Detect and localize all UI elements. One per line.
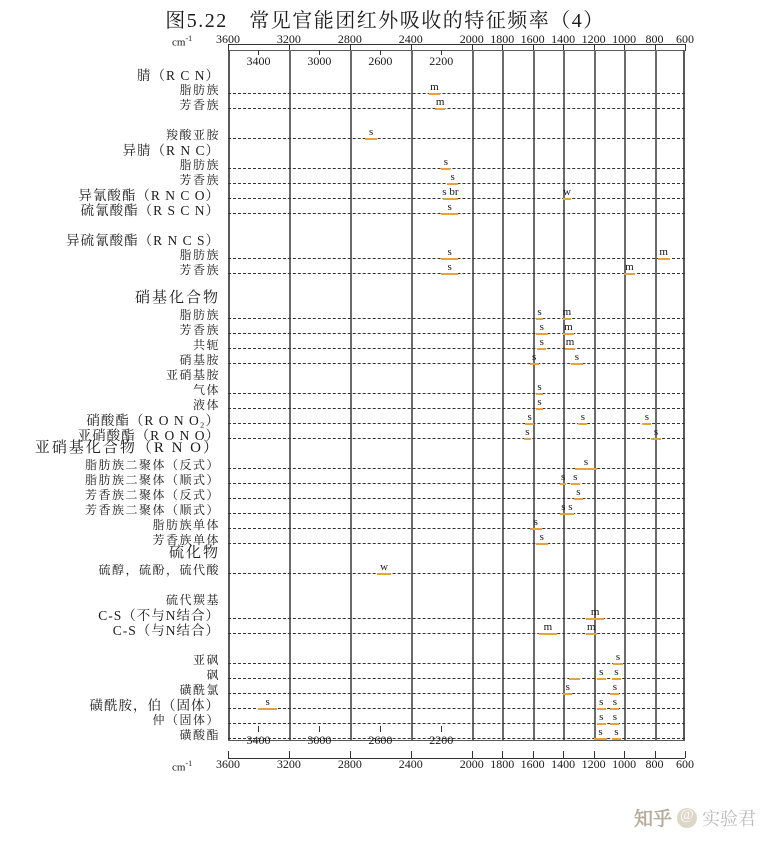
axis-tick-label-bottom-minor: 2200 [429, 733, 454, 747]
band-intensity-label: s [653, 426, 659, 438]
row-label: 气体 [192, 383, 220, 397]
row-label: 仲（固体） [152, 713, 220, 727]
axis-tick-label-top: 1200 [581, 32, 606, 46]
horizontal-gridline [228, 318, 685, 319]
row-label: 亚砜 [192, 653, 220, 667]
absorption-band-bar [565, 348, 576, 350]
band-intensity-label: s [574, 351, 579, 363]
horizontal-gridline [228, 408, 685, 409]
band-intensity-label: s [537, 381, 542, 393]
band-intensity-label: m [590, 606, 600, 618]
band-intensity-label: s [565, 681, 570, 693]
absorption-band-bar [536, 333, 548, 335]
axis-tick-label-top: 1000 [612, 32, 637, 46]
horizontal-gridline [228, 483, 685, 484]
axis-tick-label-top: 1600 [520, 32, 545, 46]
row-label: 芳香族二聚体（顺式） [84, 503, 220, 517]
absorption-band-bar [530, 363, 539, 365]
row-label: 液体 [192, 398, 220, 412]
band-intensity-label: s [533, 516, 538, 528]
band-intensity-label: s [576, 486, 581, 498]
absorption-band-bar [563, 198, 571, 200]
band-intensity-label: s [369, 126, 374, 138]
axis-tick-label-top-minor: 3400 [246, 54, 271, 68]
absorption-band-bar [610, 708, 619, 710]
absorption-band-bar [597, 723, 606, 725]
absorption-band-bar [441, 258, 458, 260]
absorption-band-bar [624, 273, 635, 275]
row-label: 硝酸酯（R O N O₂） [86, 413, 220, 428]
band-intensity-label: m [543, 621, 553, 633]
row-label: 硝基胺 [179, 353, 220, 367]
axis-tick-label-bottom: 2400 [398, 757, 423, 771]
absorption-band-bar [578, 423, 587, 425]
row-label: 亚硝基胺 [165, 368, 220, 382]
row-label: 脂肪族 [179, 248, 220, 262]
vertical-gridline [411, 50, 413, 740]
plot-area [228, 50, 685, 740]
row-label: 芳香族 [179, 323, 220, 337]
row-label: 脂肪族单体 [152, 518, 220, 532]
horizontal-gridline [228, 93, 685, 94]
band-intensity-label: s s [561, 501, 573, 513]
absorption-band-bar [571, 483, 580, 485]
horizontal-gridline [228, 528, 685, 529]
axis-tick-label-bottom: 800 [645, 757, 664, 771]
absorption-band-bar [560, 483, 566, 485]
absorption-band-bar [447, 183, 458, 185]
band-intensity-label: m [435, 96, 445, 108]
row-label: 芳香族 [179, 263, 220, 277]
axis-unit-exponent: -1 [185, 759, 193, 768]
band-intensity-label: s [539, 321, 544, 333]
axis-unit-exponent: -1 [185, 34, 193, 43]
absorption-band-bar [524, 438, 532, 440]
absorption-band-bar [443, 198, 458, 200]
axis-tick-top-minor [258, 50, 259, 55]
band-intensity-label: s [447, 246, 452, 258]
absorption-band-bar [642, 423, 651, 425]
axis-tick-label-bottom: 3600 [216, 757, 240, 771]
absorption-band-bar [658, 258, 670, 260]
band-intensity-label: s [527, 411, 532, 423]
band-intensity-label: w [562, 186, 571, 198]
axis-tick-label-top-minor: 2200 [429, 54, 454, 68]
row-label: 硫代羰基 [165, 593, 220, 607]
absorption-band-bar [258, 708, 276, 710]
horizontal-gridline [228, 348, 685, 349]
vertical-gridline [563, 50, 565, 740]
band-intensity-label: m [565, 336, 575, 348]
axis-tick-label-bottom: 1400 [551, 757, 576, 771]
axis-tick-label-bottom: 1800 [490, 757, 515, 771]
absorption-band-bar [563, 693, 572, 695]
band-intensity-label: s [583, 456, 589, 468]
vertical-gridline [624, 50, 626, 740]
horizontal-gridline [228, 393, 685, 394]
axis-tick-label-bottom: 3200 [276, 757, 301, 771]
horizontal-gridline [228, 168, 685, 169]
axis-tick-label-top: 3200 [276, 32, 301, 46]
zhihu-logo: 知乎 [633, 809, 672, 830]
absorption-band-bar [574, 498, 583, 500]
absorption-band-bar [539, 633, 557, 635]
band-intensity-label: m [562, 306, 572, 318]
axis-tick-label-top: 2000 [459, 32, 484, 46]
row-label: 芳香族二聚体（反式） [84, 488, 220, 502]
horizontal-gridline [228, 423, 685, 424]
row-label: 亚硝酸酯（R O N O） [77, 428, 220, 443]
band-intensity-label: s [599, 711, 604, 723]
vertical-gridline [655, 50, 657, 740]
horizontal-gridline [228, 633, 685, 634]
absorption-band-bar [536, 393, 544, 395]
axis-tick-label-bottom: 600 [676, 757, 694, 771]
horizontal-gridline [228, 108, 685, 109]
horizontal-gridline [228, 498, 685, 499]
axis-tick-top-minor [441, 50, 442, 55]
axis-tick-top [685, 44, 686, 51]
band-intensity-label: s [532, 351, 537, 363]
axis-unit-top [172, 34, 192, 49]
absorption-band-bar [597, 708, 606, 710]
band-intensity-label: s [560, 471, 566, 483]
horizontal-gridline [228, 618, 685, 619]
band-intensity-label: s [265, 696, 270, 708]
row-label: 异氰酸酯（R N C O） [78, 188, 220, 203]
band-intensity-label: s [539, 336, 544, 348]
row-label: 脂肪族 [179, 308, 220, 322]
absorption-band-bar [597, 678, 606, 680]
row-label: C‑S（不与N结合） [98, 608, 220, 623]
absorption-band-bar [610, 693, 619, 695]
row-label: 硫醇，硫酚，硫代酸 [98, 563, 220, 577]
vertical-gridline [472, 50, 474, 740]
horizontal-gridline [228, 333, 685, 334]
axis-tick-top [228, 44, 229, 51]
absorption-band-bar [365, 138, 377, 140]
absorption-band-bar [441, 273, 458, 275]
absorption-band-bar [377, 573, 391, 575]
band-intensity-label: s [599, 666, 604, 678]
absorption-band-bar [536, 408, 544, 410]
row-label: 脂肪族 [179, 83, 220, 97]
row-label: 脂肪族二聚体（顺式） [84, 473, 220, 487]
band-intensity-label: m [430, 81, 439, 93]
row-label: 异硫氰酸酯（R N C S） [66, 233, 220, 248]
axis-tick-label-bottom: 1600 [520, 757, 545, 771]
axis-unit-bottom [172, 759, 192, 774]
figure-title: 图5.22 常见官能团红外吸收的特征频率（4） [165, 10, 605, 32]
absorption-band-bar [441, 213, 458, 215]
axis-tick-label-bottom: 1000 [612, 757, 637, 771]
band-intensity-label: s [447, 261, 452, 273]
vertical-gridline [533, 50, 535, 740]
vertical-gridline [502, 50, 504, 740]
row-label: 硝基化合物 [134, 290, 220, 306]
row-label: 脂肪族 [179, 158, 220, 172]
absorption-band-bar [586, 618, 604, 620]
band-intensity-label: s [614, 726, 619, 738]
row-label: 异腈（R N C） [122, 143, 220, 158]
band-intensity-label: s [447, 201, 452, 213]
row-label: C‑S（与N结合） [112, 623, 220, 638]
absorption-band-bar [563, 318, 571, 320]
axis-unit-label: cm [172, 761, 186, 774]
band-intensity-label: m [587, 621, 596, 633]
axis-tick-top-minor [319, 50, 320, 55]
axis-tick-top-minor [380, 50, 381, 55]
band-intensity-label: s [539, 531, 544, 543]
axis-tick-bottom-minor [441, 726, 442, 732]
watermark-username: 实验君 [702, 808, 756, 829]
row-label: 硫氰酸酯（R S C N） [80, 203, 220, 218]
horizontal-gridline [228, 363, 685, 364]
axis-tick-label-bottom: 1200 [581, 757, 606, 771]
axis-tick-label-top: 3600 [216, 32, 240, 46]
row-label: 共轭 [192, 338, 220, 352]
row-label: 硫化物 [168, 545, 220, 561]
band-intensity-label: s [580, 411, 586, 423]
axis-tick-label-top: 2800 [337, 32, 362, 46]
axis-baseline-top [228, 44, 685, 45]
row-label: 磺酰氯 [179, 683, 220, 697]
absorption-band-bar [651, 438, 660, 440]
absorption-band-bar [571, 363, 583, 365]
band-intensity-label: s [537, 396, 542, 408]
absorption-band-bar [586, 633, 597, 635]
row-label: 亚硝基化合物（R N O） [34, 440, 220, 456]
axis-tick-bottom-minor [319, 726, 320, 732]
vertical-gridline [594, 50, 596, 740]
axis-tick-label-bottom-minor: 3000 [307, 733, 332, 747]
axis-tick-label-bottom-minor: 3400 [246, 733, 271, 747]
band-intensity-label: m [659, 246, 668, 258]
horizontal-gridline [228, 513, 685, 514]
absorption-band-bar [536, 543, 548, 545]
absorption-band-bar [435, 108, 445, 110]
absorption-band-bar [525, 423, 534, 425]
horizontal-gridline [228, 468, 685, 469]
axis-tick-label-top: 800 [645, 32, 664, 46]
absorption-band-bar [610, 723, 619, 725]
absorption-band-bar [569, 678, 580, 680]
horizontal-gridline [228, 573, 685, 574]
row-label: 脂肪族二聚体（反式） [84, 458, 220, 472]
band-intensity-label: m [625, 261, 634, 273]
band-intensity-label: s [615, 651, 621, 663]
band-intensity-label: s [573, 471, 578, 483]
absorption-band-bar [560, 513, 574, 515]
vertical-gridline [350, 50, 352, 740]
axis-tick-label-top: 2400 [398, 32, 423, 46]
absorption-band-bar [612, 738, 621, 740]
row-label: 芳香族 [179, 173, 220, 187]
axis-tick-bottom-minor [258, 726, 259, 732]
band-intensity-label: s [443, 156, 448, 168]
band-intensity-label: s [614, 666, 619, 678]
band-intensity-label: s br [442, 186, 459, 198]
band-intensity-label: s [612, 696, 618, 708]
axis-tick-bottom-minor [380, 726, 381, 732]
band-intensity-label: s [537, 306, 542, 318]
horizontal-gridline [228, 543, 685, 544]
band-intensity-label: s [612, 681, 618, 693]
absorption-band-bar [575, 468, 596, 470]
axis-tick-label-bottom: 2000 [459, 757, 484, 771]
band-intensity-label: s [644, 411, 650, 423]
absorption-band-bar [594, 738, 608, 740]
row-label: 羧酸亚胺 [165, 128, 220, 142]
row-label: 磺酰胺，伯（固体） [89, 698, 220, 713]
band-intensity-label: s [598, 726, 603, 738]
axis-unit-label: cm [172, 36, 186, 49]
band-intensity-label: s [450, 171, 455, 183]
row-label: 磺酸酯 [179, 728, 220, 742]
axis-tick-label-top: 1800 [490, 32, 515, 46]
row-label: 砜 [206, 668, 220, 682]
horizontal-gridline [228, 438, 685, 439]
absorption-band-bar [536, 318, 544, 320]
band-intensity-label: m [564, 321, 573, 333]
row-label: 芳香族单体 [152, 533, 220, 547]
axis-tick-label-top-minor: 2600 [368, 54, 393, 68]
axis-tick-label-top: 1400 [551, 32, 576, 46]
band-intensity-label: w [380, 561, 389, 573]
horizontal-gridline [228, 138, 685, 139]
absorption-band-bar [612, 678, 621, 680]
row-label: 腈（R C N） [136, 68, 220, 83]
absorption-band-bar [563, 333, 574, 335]
absorption-band-bar [537, 348, 546, 350]
vertical-gridline [289, 50, 291, 740]
watermark [634, 804, 756, 831]
band-intensity-label: s [525, 426, 530, 438]
absorption-band-bar [429, 93, 440, 95]
absorption-band-bar [613, 663, 622, 665]
axis-tick-label-top: 600 [676, 32, 694, 46]
band-intensity-label: s [599, 696, 604, 708]
axis-tick-label-bottom-minor: 2600 [368, 733, 393, 747]
absorption-band-bar [530, 528, 542, 530]
axis-tick-label-bottom: 2800 [337, 757, 362, 771]
absorption-band-bar [441, 168, 450, 170]
row-label: 芳香族 [179, 98, 220, 112]
axis-tick-label-top-minor: 3000 [307, 54, 332, 68]
band-intensity-label: s [612, 711, 618, 723]
at-icon [677, 808, 697, 828]
axis-baseline-bottom [228, 758, 685, 759]
